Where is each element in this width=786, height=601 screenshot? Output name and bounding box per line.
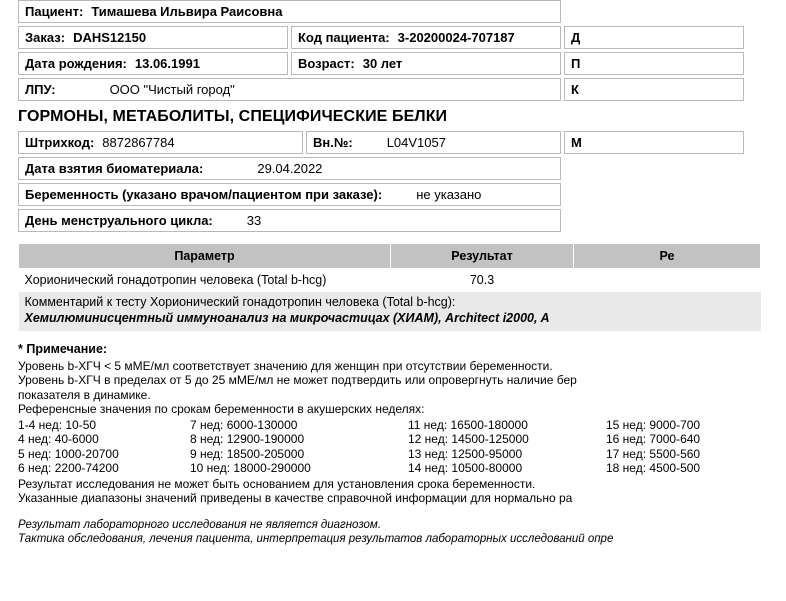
column-header-reference: Ре xyxy=(574,244,761,269)
column-header-result: Результат xyxy=(391,244,574,269)
birthdate-value: 13.06.1991 xyxy=(134,56,200,71)
reference-value: 7 нед: 6000-130000 xyxy=(190,417,298,432)
clipped-cell-sample xyxy=(564,131,744,154)
patient-code-cell xyxy=(291,26,561,49)
results-table xyxy=(18,243,761,331)
age-value: 30 лет xyxy=(362,56,403,71)
birthdate-row xyxy=(18,52,760,75)
birthdate-label: Дата рождения: xyxy=(25,56,127,71)
reference-intro: Референсные значения по срокам беременности в акушерских неделях: xyxy=(18,402,425,416)
reference-value: 13 нед: 12500-95000 xyxy=(408,446,523,461)
patient-name-value: Тимашева Ильвира Раисовна xyxy=(91,4,283,19)
clipped-cell-row3 xyxy=(564,78,744,101)
cell-result: 70.3 xyxy=(469,273,495,287)
reference-value: 1-4 нед: 10-50 xyxy=(18,417,97,432)
reference-value: 11 нед: 16500-180000 xyxy=(408,417,528,432)
internal-no-value: L04V1057 xyxy=(386,135,446,150)
clipped-label-row2: П xyxy=(571,56,581,71)
collection-date-cell xyxy=(18,157,561,180)
internal-no-label: Вн.№: xyxy=(313,135,353,150)
patient-name-cell xyxy=(18,0,561,23)
reference-values-grid xyxy=(18,418,760,476)
clipped-label-row1: Д xyxy=(571,30,581,45)
clipped-label-sample: М xyxy=(571,135,582,150)
clipped-cell-row2 xyxy=(564,52,744,75)
notes-line-2: Уровень b-ХГЧ в пределах от 5 до 25 мМЕ/мл не может подтвердить или опровергнуть наличие бер xyxy=(18,373,577,387)
comment-method: Хемилюминисцентный иммуноанализ на микрочастицах (ХИАМ), Architect i2000, A xyxy=(24,311,550,325)
cycle-day-row xyxy=(18,209,760,232)
cell-parameter: Хорионический гонадотропин человека (Total b-hcg) xyxy=(24,273,327,287)
order-row xyxy=(18,26,760,49)
collection-date-value: 29.04.2022 xyxy=(257,161,323,176)
notes-line-3: показателя в динамике. xyxy=(18,387,151,402)
clinic-label: ЛПУ: xyxy=(25,82,56,97)
reference-value: 14 нед: 10500-80000 xyxy=(408,461,523,475)
clinic-value: ООО "Чистый город" xyxy=(109,82,235,97)
collection-date-row xyxy=(18,157,760,180)
comment-row xyxy=(19,292,761,331)
reference-value: 17 нед: 5500-560 xyxy=(606,446,701,461)
pregnancy-row xyxy=(18,183,760,206)
reference-value: 18 нед: 4500-500 xyxy=(606,461,701,475)
cycle-day-cell xyxy=(18,209,561,232)
cell-reference xyxy=(574,269,761,293)
comment-title: Комментарий к тесту Хорионический гонадотропин человека (Total b-hcg): xyxy=(24,295,456,309)
clipped-cell-row1 xyxy=(564,26,744,49)
section-title: ГОРМОНЫ, МЕТАБОЛИТЫ, СПЕЦИФИЧЕСКИЕ БЕЛКИ xyxy=(18,108,448,125)
order-value: DAHS12150 xyxy=(73,30,147,45)
column-header-parameter: Параметр xyxy=(19,244,391,269)
comment-cell xyxy=(19,292,761,331)
cycle-day-value: 33 xyxy=(246,213,262,228)
birthdate-cell xyxy=(18,52,288,75)
reference-value: 5 нед: 1000-20700 xyxy=(18,446,119,461)
pregnancy-value: не указано xyxy=(416,187,482,202)
disclaimer-line-1: Результат лабораторного исследования не является диагнозом. xyxy=(18,518,382,531)
clinic-row xyxy=(18,78,760,101)
patient-code-value: 3-20200024-707187 xyxy=(397,30,515,45)
disclaimer-line-2: Тактика обследования, лечения пациента, интерпретация результатов лабораторных исследований опре xyxy=(18,533,614,545)
reference-value: 4 нед: 40-6000 xyxy=(18,432,99,446)
age-label: Возраст: xyxy=(298,56,355,71)
order-label: Заказ: xyxy=(25,30,66,45)
reference-value: 9 нед: 18500-205000 xyxy=(190,446,305,461)
reference-value: 15 нед: 9000-700 xyxy=(606,417,701,432)
reference-value: 6 нед: 2200-74200 xyxy=(18,461,119,475)
table-row xyxy=(19,269,761,293)
age-cell xyxy=(291,52,561,75)
cycle-day-label: День менструального цикла: xyxy=(25,213,213,228)
disclaimer-block xyxy=(18,518,760,547)
patient-info-block xyxy=(18,0,760,101)
sample-info-block xyxy=(18,131,760,232)
notes-line-5: Указанные диапазоны значений приведены в качестве справочной информации для нормально ра xyxy=(18,491,573,505)
patient-name-row xyxy=(18,0,760,23)
notes-line-4: Результат исследования не может быть основанием для установления срока беременности. xyxy=(18,476,536,491)
notes-section xyxy=(18,342,760,547)
barcode-row xyxy=(18,131,760,154)
reference-value: 8 нед: 12900-190000 xyxy=(190,432,305,446)
pregnancy-cell xyxy=(18,183,561,206)
clipped-label-row3: К xyxy=(571,82,579,97)
order-cell xyxy=(18,26,288,49)
reference-value: 16 нед: 7000-640 xyxy=(606,432,701,446)
pregnancy-label: Беременность (указано врачом/пациентом при заказе): xyxy=(25,187,383,202)
internal-no-cell xyxy=(306,131,561,154)
results-table-header-row xyxy=(19,244,761,269)
reference-value: 12 нед: 14500-125000 xyxy=(408,432,529,446)
barcode-cell xyxy=(18,131,303,154)
patient-label: Пациент: xyxy=(25,4,84,19)
clinic-cell xyxy=(18,78,561,101)
notes-title: * Примечание: xyxy=(18,342,108,356)
barcode-label: Штрихкод: xyxy=(25,135,95,150)
reference-value: 10 нед: 18000-290000 xyxy=(190,461,311,475)
barcode-value: 8872867784 xyxy=(102,135,175,150)
notes-line-1: Уровень b-ХГЧ < 5 мМЕ/мл соответствует значению для женщин при отсутствии беременности. xyxy=(18,358,553,373)
patient-code-label: Код пациента: xyxy=(298,30,390,45)
collection-date-label: Дата взятия биоматериала: xyxy=(25,161,204,176)
